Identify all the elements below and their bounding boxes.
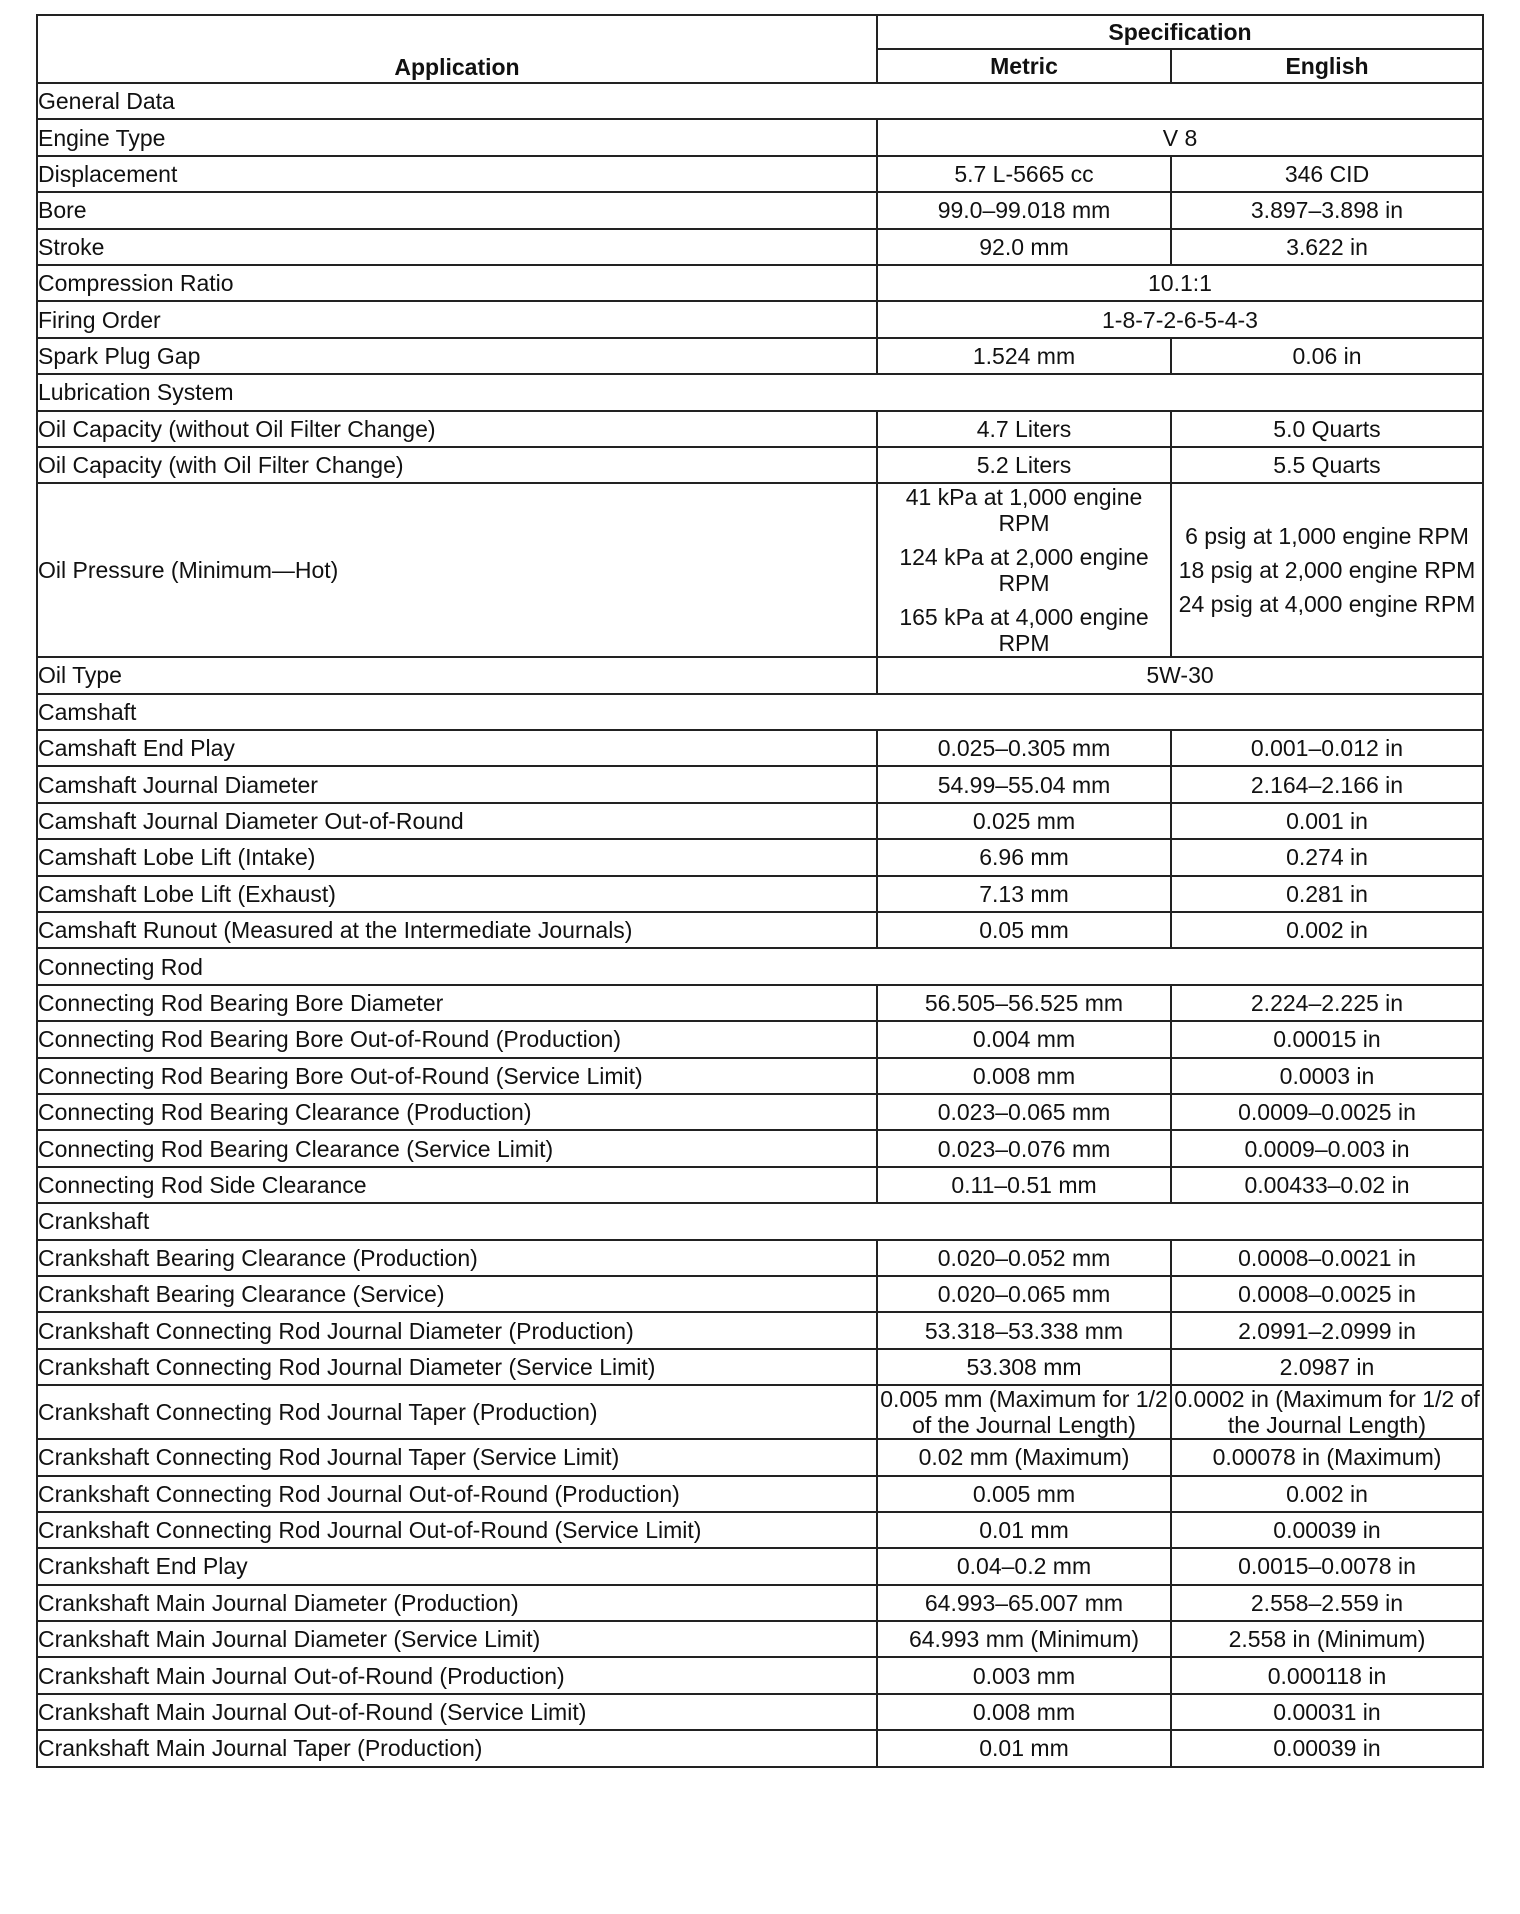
application-cell: Crankshaft Main Journal Out-of-Round (Service Limit) [37, 1694, 877, 1730]
metric-value-cell: 53.308 mm [877, 1349, 1171, 1385]
section-title: Crankshaft [37, 1203, 1483, 1239]
metric-value-cell: 1.524 mm [877, 338, 1171, 374]
metric-value-cell: 56.505–56.525 mm [877, 985, 1171, 1021]
english-value-cell: 0.281 in [1171, 876, 1483, 912]
application-cell: Camshaft Lobe Lift (Exhaust) [37, 876, 877, 912]
english-value-cell: 2.558–2.559 in [1171, 1585, 1483, 1621]
metric-value-cell: 0.003 mm [877, 1657, 1171, 1693]
metric-value-cell: 0.008 mm [877, 1694, 1171, 1730]
section-row [37, 694, 1483, 730]
english-header: English [1171, 49, 1483, 83]
english-value-cell: 0.06 in [1171, 338, 1483, 374]
table-body [37, 83, 1483, 1767]
application-cell: Crankshaft Connecting Rod Journal Diameter (Service Limit) [37, 1349, 877, 1385]
application-cell: Displacement [37, 156, 877, 192]
metric-header: Metric [877, 49, 1171, 83]
application-cell: Compression Ratio [37, 265, 877, 301]
section-title: Lubrication System [37, 374, 1483, 410]
metric-value-cell: 4.7 Liters [877, 411, 1171, 447]
section-title: General Data [37, 83, 1483, 119]
application-cell: Crankshaft Bearing Clearance (Service) [37, 1276, 877, 1312]
table-row [37, 1548, 1483, 1584]
metric-value-cell: 0.01 mm [877, 1512, 1171, 1548]
english-value-cell: 0.0015–0.0078 in [1171, 1548, 1483, 1584]
spec-value-cell: 10.1:1 [877, 265, 1483, 301]
application-cell: Connecting Rod Bearing Bore Diameter [37, 985, 877, 1021]
application-cell: Oil Capacity (with Oil Filter Change) [37, 447, 877, 483]
spec-value-cell: 1-8-7-2-6-5-4-3 [877, 301, 1483, 337]
metric-value-cell: 0.05 mm [877, 912, 1171, 948]
application-cell: Connecting Rod Bearing Clearance (Production) [37, 1094, 877, 1130]
table-row [37, 483, 1483, 657]
table-row [37, 301, 1483, 337]
english-value-cell: 0.00031 in [1171, 1694, 1483, 1730]
english-value-cell: 2.0991–2.0999 in [1171, 1312, 1483, 1348]
pressure-value: 6 psig at 1,000 engine RPM [1185, 523, 1469, 550]
pressure-value: 24 psig at 4,000 engine RPM [1178, 591, 1476, 618]
metric-value-cell: 0.023–0.076 mm [877, 1130, 1171, 1166]
table-row [37, 1476, 1483, 1512]
table-row [37, 766, 1483, 802]
application-cell: Engine Type [37, 119, 877, 155]
table-row [37, 411, 1483, 447]
english-value-cell: 2.0987 in [1171, 1349, 1483, 1385]
english-value-cell: 2.164–2.166 in [1171, 766, 1483, 802]
table-row [37, 1167, 1483, 1203]
application-cell: Crankshaft Connecting Rod Journal Diameter (Production) [37, 1312, 877, 1348]
english-value-cell: 0.00039 in [1171, 1512, 1483, 1548]
english-value-cell: 2.224–2.225 in [1171, 985, 1483, 1021]
table-row [37, 1349, 1483, 1385]
metric-value-cell: 0.02 mm (Maximum) [877, 1439, 1171, 1475]
application-cell: Oil Pressure (Minimum—Hot) [37, 483, 877, 657]
table-row [37, 912, 1483, 948]
application-cell: Stroke [37, 229, 877, 265]
table-row [37, 1130, 1483, 1166]
application-cell: Camshaft End Play [37, 730, 877, 766]
table-row [37, 192, 1483, 228]
table-row [37, 730, 1483, 766]
table-row [37, 876, 1483, 912]
application-cell: Bore [37, 192, 877, 228]
english-value-cell: 5.0 Quarts [1171, 411, 1483, 447]
pressure-value: 18 psig at 2,000 engine RPM [1178, 557, 1476, 584]
english-value-cell: 0.274 in [1171, 839, 1483, 875]
english-value-cell: 0.001–0.012 in [1171, 730, 1483, 766]
table-row [37, 1512, 1483, 1548]
table-row [37, 1312, 1483, 1348]
specification-header: Specification [877, 15, 1483, 49]
table-row [37, 338, 1483, 374]
table-row [37, 265, 1483, 301]
metric-value-cell: 0.01 mm [877, 1730, 1171, 1766]
application-cell: Crankshaft Main Journal Out-of-Round (Production) [37, 1657, 877, 1693]
table-row [37, 119, 1483, 155]
pressure-value: 165 kPa at 4,000 engine RPM [899, 604, 1149, 657]
metric-value-cell: 64.993–65.007 mm [877, 1585, 1171, 1621]
table-row [37, 1730, 1483, 1766]
english-value-cell: 3.622 in [1171, 229, 1483, 265]
table-row [37, 156, 1483, 192]
metric-value-cell: 92.0 mm [877, 229, 1171, 265]
application-cell: Crankshaft Connecting Rod Journal Out-of-Round (Service Limit) [37, 1512, 877, 1548]
metric-value-cell: 0.005 mm (Maximum for 1/2 of the Journal Length) [877, 1385, 1171, 1439]
pressure-value: 41 kPa at 1,000 engine RPM [905, 484, 1143, 537]
english-value-cell: 0.00078 in (Maximum) [1171, 1439, 1483, 1475]
english-value-cell: 2.558 in (Minimum) [1171, 1621, 1483, 1657]
metric-value-cell: 0.04–0.2 mm [877, 1548, 1171, 1584]
metric-value-cell: 0.020–0.065 mm [877, 1276, 1171, 1312]
application-cell: Connecting Rod Bearing Bore Out-of-Round (Production) [37, 1021, 877, 1057]
application-cell: Crankshaft Bearing Clearance (Production) [37, 1240, 877, 1276]
english-value-cell: 0.0002 in (Maximum for 1/2 of the Journal Length) [1171, 1385, 1483, 1439]
metric-value-cell: 0.11–0.51 mm [877, 1167, 1171, 1203]
application-cell: Oil Capacity (without Oil Filter Change) [37, 411, 877, 447]
table-row [37, 1094, 1483, 1130]
application-cell: Camshaft Runout (Measured at the Intermediate Journals) [37, 912, 877, 948]
table-row [37, 839, 1483, 875]
application-cell: Oil Type [37, 657, 877, 693]
metric-value-cell: 99.0–99.018 mm [877, 192, 1171, 228]
english-value-cell: 0.001 in [1171, 803, 1483, 839]
pressure-value: 124 kPa at 2,000 engine RPM [899, 544, 1149, 597]
english-value-cell: 346 CID [1171, 156, 1483, 192]
application-cell: Crankshaft End Play [37, 1548, 877, 1584]
english-value-cell: 0.00015 in [1171, 1021, 1483, 1057]
application-header: Application [37, 15, 877, 83]
section-title: Camshaft [37, 694, 1483, 730]
application-cell: Crankshaft Main Journal Diameter (Service Limit) [37, 1621, 877, 1657]
table-row [37, 803, 1483, 839]
application-cell: Connecting Rod Bearing Bore Out-of-Round (Service Limit) [37, 1058, 877, 1094]
english-value-cell: 0.000118 in [1171, 1657, 1483, 1693]
metric-value-cell: 6.96 mm [877, 839, 1171, 875]
application-cell: Spark Plug Gap [37, 338, 877, 374]
section-row [37, 83, 1483, 119]
table-row [37, 657, 1483, 693]
application-cell: Camshaft Journal Diameter [37, 766, 877, 802]
english-value-cell: 0.00433–0.02 in [1171, 1167, 1483, 1203]
metric-value-cell: 5.7 L-5665 cc [877, 156, 1171, 192]
specification-table [36, 14, 1484, 1768]
application-cell: Connecting Rod Bearing Clearance (Service Limit) [37, 1130, 877, 1166]
english-value-cell: 0.0008–0.0025 in [1171, 1276, 1483, 1312]
table-row [37, 1585, 1483, 1621]
table-row [37, 229, 1483, 265]
metric-value-cell: 0.020–0.052 mm [877, 1240, 1171, 1276]
section-row [37, 1203, 1483, 1239]
metric-value-cell: 54.99–55.04 mm [877, 766, 1171, 802]
spec-value-cell: V 8 [877, 119, 1483, 155]
metric-value-cell: 53.318–53.338 mm [877, 1312, 1171, 1348]
section-title: Connecting Rod [37, 948, 1483, 984]
section-row [37, 948, 1483, 984]
table-row [37, 1058, 1483, 1094]
application-cell: Crankshaft Main Journal Taper (Production) [37, 1730, 877, 1766]
table-row [37, 1385, 1483, 1439]
metric-value-cell: 5.2 Liters [877, 447, 1171, 483]
application-cell: Crankshaft Connecting Rod Journal Taper (Service Limit) [37, 1439, 877, 1475]
application-cell: Camshaft Lobe Lift (Intake) [37, 839, 877, 875]
table-row [37, 1694, 1483, 1730]
application-cell: Connecting Rod Side Clearance [37, 1167, 877, 1203]
application-cell: Crankshaft Connecting Rod Journal Out-of-Round (Production) [37, 1476, 877, 1512]
english-value-cell: 0.0003 in [1171, 1058, 1483, 1094]
metric-value-cell: 0.023–0.065 mm [877, 1094, 1171, 1130]
metric-value-cell: 0.004 mm [877, 1021, 1171, 1057]
english-value-cell: 0.002 in [1171, 912, 1483, 948]
english-value-cell: 0.0009–0.003 in [1171, 1130, 1483, 1166]
spec-value-cell: 5W-30 [877, 657, 1483, 693]
table-row [37, 1240, 1483, 1276]
metric-value-cell: 0.005 mm [877, 1476, 1171, 1512]
table-row [37, 985, 1483, 1021]
table-row [37, 447, 1483, 483]
metric-value-cell: 0.025–0.305 mm [877, 730, 1171, 766]
metric-value-cell: 64.993 mm (Minimum) [877, 1621, 1171, 1657]
english-value-cell: 5.5 Quarts [1171, 447, 1483, 483]
application-cell: Camshaft Journal Diameter Out-of-Round [37, 803, 877, 839]
english-value-cell: 0.00039 in [1171, 1730, 1483, 1766]
table-row [37, 1621, 1483, 1657]
english-value-cell: 0.002 in [1171, 1476, 1483, 1512]
section-row [37, 374, 1483, 410]
metric-value-cell: 0.025 mm [877, 803, 1171, 839]
metric-value-cell: 0.008 mm [877, 1058, 1171, 1094]
english-value-cell: 3.897–3.898 in [1171, 192, 1483, 228]
application-cell: Firing Order [37, 301, 877, 337]
english-value-cell [1171, 483, 1483, 657]
english-value-cell: 0.0009–0.0025 in [1171, 1094, 1483, 1130]
english-value-cell: 0.0008–0.0021 in [1171, 1240, 1483, 1276]
table-row [37, 1657, 1483, 1693]
metric-value-cell: 7.13 mm [877, 876, 1171, 912]
table-header [37, 15, 1483, 83]
table-row [37, 1021, 1483, 1057]
application-cell: Crankshaft Main Journal Diameter (Production) [37, 1585, 877, 1621]
table-row [37, 1439, 1483, 1475]
metric-value-cell [877, 483, 1171, 657]
application-cell: Crankshaft Connecting Rod Journal Taper (Production) [37, 1385, 877, 1439]
table-row [37, 1276, 1483, 1312]
